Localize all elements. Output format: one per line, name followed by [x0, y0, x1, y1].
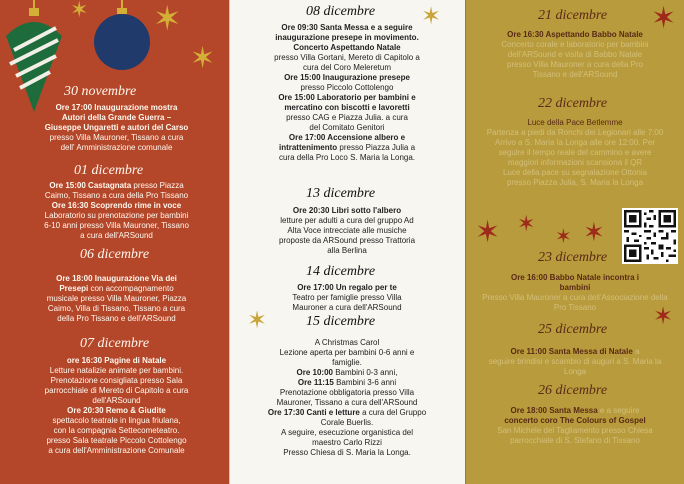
event-line: Caimo, Villa di Tissano, Tissano a cura: [47, 304, 186, 313]
event-line: Ore 20:30 Remo & Giudite: [67, 406, 166, 415]
event-line: presso CAG e Piazza Julia. a cura: [286, 113, 408, 122]
event-line: maestro Carlo Rizzi: [312, 438, 382, 447]
event-line: [233, 378, 461, 388]
event-block: [4, 356, 229, 456]
event-line: presso Piazza Julia, S. Maria la Longa: [506, 178, 644, 187]
date-heading: 01 dicembre: [74, 163, 144, 178]
event-line: Pro Tissano: [553, 303, 597, 312]
event-line: Mauroner, Tissano a cura dell'ARSound: [276, 398, 418, 407]
event-line: parrocchiale di S. Stefano di Tissano: [510, 436, 640, 445]
star-icon: ✶: [421, 2, 442, 30]
event-line: Ore 16:00 Babbo Natale incontra i: [510, 273, 640, 282]
event-block: [233, 206, 461, 256]
event-line: parrocchiale di Mereto di Capitolo a cura: [44, 386, 189, 395]
event-line: a cura dell'Amministrazione Comunale: [48, 446, 185, 455]
date-heading: 23 dicembre: [538, 250, 608, 265]
middle-panel: [229, 0, 465, 484]
event-line: presso Sala teatrale Piccolo Cottolengo: [46, 436, 187, 445]
event-line: Corale Buerlis.: [320, 418, 374, 427]
event-line: bambini: [559, 283, 591, 292]
event-line: dell' Amministrazione comunale: [60, 143, 173, 152]
event-line: [4, 181, 229, 191]
star-icon: ✶: [153, 0, 182, 39]
event-line: Prenotazione consigliata presso Sala: [50, 376, 183, 385]
event-line: Ore 16:30 Aspettando Babbo Natale: [507, 30, 643, 39]
star-icon: ✶: [190, 41, 216, 76]
event-line: Ore 09:30 Santa Messa e a seguire: [281, 23, 413, 32]
event-title: Presepi: [59, 284, 89, 293]
event-line: Presso Villa Mauroner a cura dell'Associazione della: [482, 293, 668, 302]
event-line: Prenotazione obbligatoria presso Villa: [279, 388, 415, 397]
event-line: Ore 17:00 Un regalo per te: [297, 283, 397, 292]
event-line: seguire il tempo reale del cammino e avere: [498, 148, 652, 157]
event-block: [469, 30, 681, 80]
event-line: cura della Pro Loco S. Maria la Longa.: [278, 153, 416, 162]
event-line: Ore 15:00 Inaugurazione presepe: [284, 73, 410, 82]
event-line: Tissano e dell'ARSound: [532, 70, 618, 79]
event-line: alla Berlina: [327, 246, 367, 255]
event-line: Partenza a piedi da Ronchi dei Legionari alle 7:00: [486, 128, 664, 137]
blue-ornament-icon: [94, 14, 150, 70]
event-line: del Comitato Genitori: [309, 123, 385, 132]
event-title: Ore 20:30 Libri sotto l'albero: [292, 206, 402, 215]
event-line: Longa: [563, 367, 587, 376]
event-line: [4, 356, 229, 366]
event-block: [469, 273, 681, 313]
event-line: dell'ARSound: [92, 396, 141, 405]
event-block: [233, 338, 461, 458]
event-line: Ore 15:00 Laboratorio per bambini e: [278, 93, 416, 102]
event-line: Ore 18:00 Inaugurazione Via dei: [56, 274, 177, 283]
event-block: [4, 103, 229, 153]
event-line: letture per adulti a cura del gruppo Ad: [280, 216, 414, 225]
date-heading: 22 dicembre: [538, 96, 608, 111]
event-line: Laboratorio su prenotazione per bambini: [44, 211, 189, 220]
fold-divider: [465, 0, 466, 484]
event-line: spettacolo teatrale in lingua friulana,: [52, 416, 181, 425]
qr-code-graphic: [624, 210, 676, 262]
fold-divider: [229, 0, 230, 484]
star-icon: ✶: [70, 0, 89, 23]
event-title: Ore 15:00 Castagnata: [49, 181, 132, 190]
event-line: presso Villa Mauroner, Tissano a cura: [49, 133, 184, 142]
event-line: [233, 368, 461, 378]
event-line: Concerto corale e laboratorio per bambini: [501, 40, 649, 49]
star-icon: ✶: [583, 218, 605, 248]
event-title: Ore 18:00 Santa Messa: [510, 406, 598, 415]
event-line: Lezione aperta per bambini 0-6 anni e: [279, 348, 415, 357]
date-heading: 08 dicembre: [306, 4, 376, 19]
event-line: Alta Voce intrecciate alle musiche: [287, 226, 407, 235]
left-panel: [0, 0, 229, 484]
event-block: [4, 181, 229, 241]
star-icon: ✶: [247, 306, 268, 334]
event-line: [469, 347, 681, 357]
event-line: Giuseppe Ungaretti e autori del Carso: [44, 123, 189, 132]
event-line: [469, 406, 681, 416]
event-block: [4, 274, 229, 324]
date-heading: 07 dicembre: [80, 336, 150, 351]
date-heading: 25 dicembre: [538, 322, 608, 337]
event-line: presso Villa Mauroner a cura della Pro: [507, 60, 643, 69]
event-line: [4, 201, 229, 211]
event-line: Luce della Pace Betlemme: [527, 118, 623, 127]
event-line: famiglie.: [332, 358, 362, 367]
event-block: [233, 283, 461, 313]
event-line: Ore 17:00 Accensione albero e: [288, 133, 406, 142]
event-title: Ore 11:15: [297, 378, 334, 387]
event-line: Letture natalizie animate per bambini.: [49, 366, 184, 375]
event-line: Teatro per famiglie presso Villa: [292, 293, 402, 302]
event-line: Luce della pace su segnalazione Ottonia: [502, 168, 648, 177]
date-heading: 14 dicembre: [306, 264, 376, 279]
event-text: Bambini 3-6 anni: [333, 378, 397, 387]
event-text: presso Piazza: [131, 181, 184, 190]
event-line: Mauroner a cura dell'ARSound: [292, 303, 402, 312]
event-title: Ore 16:30 Scoprendo rime in voce: [51, 201, 182, 210]
star-icon: ✶: [651, 1, 677, 36]
date-heading: 21 dicembre: [538, 8, 608, 23]
star-icon: ✶: [475, 215, 501, 250]
event-text: Bambini 0-3 anni,: [332, 368, 398, 377]
event-title: concerto coro The Colours of Gospel: [504, 416, 646, 425]
event-title: ore 16:30 Pagine di Natale: [66, 356, 167, 365]
event-title: Ore 17:30 Canti e letture: [267, 408, 360, 417]
event-line: proposte da ARSound presso Trattoria: [278, 236, 416, 245]
date-heading: 15 dicembre: [306, 314, 376, 329]
event-line: A seguire, esecuzione organistica del: [280, 428, 414, 437]
event-line: presso Villa Gortani, Mereto di Capitolo a: [274, 53, 420, 62]
event-text: a: [635, 347, 640, 356]
date-heading: 06 dicembre: [80, 247, 150, 262]
qr-code-icon[interactable]: [622, 208, 678, 264]
event-line: [233, 143, 461, 153]
event-line: della Pro Tissano e dell'ARSound: [57, 314, 176, 323]
event-title: intrattenimento: [278, 143, 338, 152]
event-text: a cura del Gruppo: [359, 408, 427, 417]
event-line: mercatino con biscotti e lavoretti: [284, 103, 410, 112]
event-line: San Michele del Tagliamento presso Chiesa: [497, 426, 653, 435]
event-line: A Christmas Carol: [314, 338, 380, 347]
event-title: Ore 11:00 Santa Messa di Natale: [510, 347, 633, 356]
event-title: Ore 10:00: [296, 368, 333, 377]
event-line: 6-10 anni presso Villa Mauroner, Tissano: [44, 221, 189, 230]
star-icon: ✶: [653, 302, 674, 330]
event-line: [233, 206, 461, 216]
star-icon: ✶: [517, 212, 536, 237]
event-line: dell'ARSound e visita di Babbo Natale: [507, 50, 643, 59]
event-line: [4, 284, 229, 294]
date-heading: 30 novembre: [64, 84, 137, 99]
event-line: Presso Chiesa di S. Maria la Longa.: [283, 448, 411, 457]
event-line: cura del Coro Meleretum: [302, 63, 392, 72]
event-line: con la compagnia Settecometeatro.: [53, 426, 180, 435]
event-block: [469, 406, 681, 446]
event-line: Ore 17:00 Inaugurazione mostra: [55, 103, 178, 112]
event-text: presso Piazza Julia a: [337, 143, 416, 152]
event-line: Caimo, Tissano a cura della Pro Tissano: [44, 191, 189, 200]
event-line: inaugurazione presepe in movimento.: [275, 33, 419, 42]
event-text: e a seguire: [597, 406, 640, 415]
event-line: Arrivo a S. Maria la Longa alle ore 12:00. Per: [494, 138, 656, 147]
event-line: seguire brindisi e scambio di auguri a S. Maria la: [488, 357, 662, 366]
date-heading: 13 dicembre: [306, 186, 376, 201]
event-line: presso Piccolo Cottolengo: [300, 83, 394, 92]
event-line: a cura dell'ARSound: [80, 231, 153, 240]
date-heading: 26 dicembre: [538, 383, 608, 398]
event-line: musicale presso Villa Mauroner, Piazza: [46, 294, 187, 303]
event-line: Autori della Grande Guerra –: [61, 113, 172, 122]
event-block: [233, 23, 461, 163]
event-line: Concerto Aspettando Natale: [293, 43, 401, 52]
event-block: [469, 118, 681, 188]
star-icon: ✶: [555, 224, 572, 248]
event-line: [233, 408, 461, 418]
event-line: maggiori informazioni scansiona il QR: [507, 158, 643, 167]
event-line: [469, 416, 681, 426]
event-block: [469, 347, 681, 377]
event-text: con accompagnamento: [88, 284, 174, 293]
